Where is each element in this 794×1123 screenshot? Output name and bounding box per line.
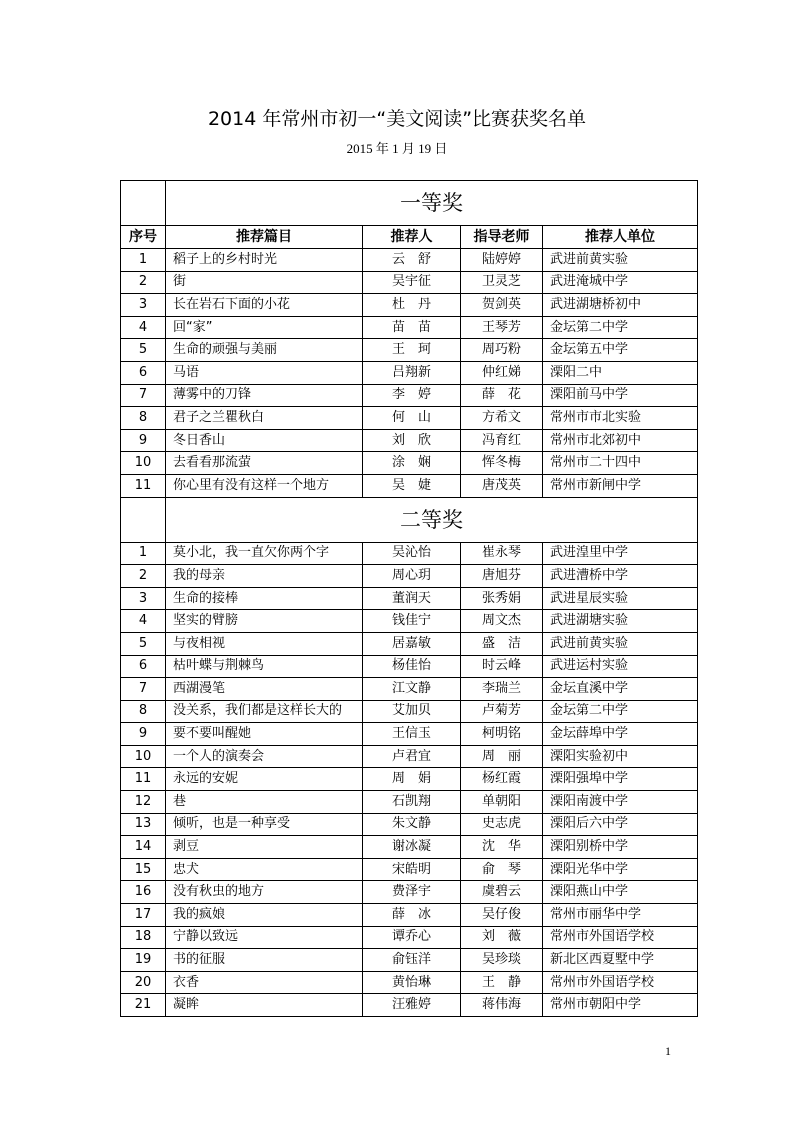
table-row: [121, 294, 698, 317]
row-number: 3: [121, 294, 166, 317]
prize-section-row: [121, 497, 698, 542]
row-number: 1: [121, 542, 166, 565]
instructor: 时云峰: [461, 655, 543, 678]
article-title: 我的母亲: [166, 565, 363, 588]
article-title: 巷: [166, 791, 363, 814]
row-number: 3: [121, 587, 166, 610]
table-row: [121, 542, 698, 565]
row-number: 2: [121, 271, 166, 294]
row-number: 2: [121, 565, 166, 588]
recommender: 谢冰凝: [363, 836, 461, 859]
article-title: 坚实的臂膀: [166, 610, 363, 633]
instructor: 蒋伟海: [461, 994, 543, 1017]
recommender: 李 婷: [363, 384, 461, 407]
table-row: [121, 971, 698, 994]
recommender: 吴 婕: [363, 474, 461, 497]
recommender: 卢君宜: [363, 745, 461, 768]
table-row: [121, 723, 698, 746]
school: 武进湖塘实验: [543, 610, 698, 633]
school: 金坛直溪中学: [543, 678, 698, 701]
instructor: 周巧粉: [461, 339, 543, 362]
row-number: 7: [121, 678, 166, 701]
article-title: 忠犬: [166, 858, 363, 881]
article-title: 西湖漫笔: [166, 678, 363, 701]
row-number: 5: [121, 632, 166, 655]
instructor: 沈 华: [461, 836, 543, 859]
article-title: 稻子上的乡村时光: [166, 249, 363, 272]
recommender: 吴宇征: [363, 271, 461, 294]
article-title: 薄雾中的刀锋: [166, 384, 363, 407]
row-number: 10: [121, 452, 166, 475]
row-number: 9: [121, 429, 166, 452]
school: 常州市外国语学校: [543, 926, 698, 949]
column-header: 推荐人单位: [543, 226, 698, 249]
school: 武进前黄实验: [543, 249, 698, 272]
recommender: 吕翔新: [363, 361, 461, 384]
recommender: 杜 丹: [363, 294, 461, 317]
school: 溧阳南渡中学: [543, 791, 698, 814]
row-number: 7: [121, 384, 166, 407]
instructor: 单朝阳: [461, 791, 543, 814]
row-number: 4: [121, 610, 166, 633]
school: 金坛第五中学: [543, 339, 698, 362]
school: 武进湖塘桥初中: [543, 294, 698, 317]
article-title: 生命的顽强与美丽: [166, 339, 363, 362]
table-row: [121, 858, 698, 881]
table-row: [121, 361, 698, 384]
school: 溧阳强埠中学: [543, 768, 698, 791]
school: 溧阳别桥中学: [543, 836, 698, 859]
row-number: 14: [121, 836, 166, 859]
instructor: 唐茂英: [461, 474, 543, 497]
document-date: 2015 年 1 月 19 日: [346, 141, 448, 156]
table-header-row: [121, 226, 698, 249]
article-title: 倾听，也是一种享受: [166, 813, 363, 836]
recommender: 何 山: [363, 407, 461, 430]
article-title: 回“家”: [166, 316, 363, 339]
row-number: 11: [121, 474, 166, 497]
instructor: 吴仔俊: [461, 904, 543, 927]
recommender: 俞钰洋: [363, 949, 461, 972]
article-title: 书的征服: [166, 949, 363, 972]
recommender: 宋皓明: [363, 858, 461, 881]
recommender: 周 娟: [363, 768, 461, 791]
table-row: [121, 836, 698, 859]
recommender: 杨佳怡: [363, 655, 461, 678]
row-number: 10: [121, 745, 166, 768]
instructor: 刘 薇: [461, 926, 543, 949]
article-title: 君子之兰瞿秋白: [166, 407, 363, 430]
blank-cell: [121, 181, 166, 226]
school: 武进运村实验: [543, 655, 698, 678]
school: 武进湟里中学: [543, 542, 698, 565]
table-row: [121, 271, 698, 294]
table-row: [121, 249, 698, 272]
recommender: 苗 苗: [363, 316, 461, 339]
table-row: [121, 407, 698, 430]
instructor: 柯明铭: [461, 723, 543, 746]
award-table: [120, 180, 698, 1017]
row-number: 15: [121, 858, 166, 881]
recommender: 吴沁怡: [363, 542, 461, 565]
recommender: 谭乔心: [363, 926, 461, 949]
school: 溧阳前马中学: [543, 384, 698, 407]
school: 金坛薛埠中学: [543, 723, 698, 746]
school: 武进淹城中学: [543, 271, 698, 294]
instructor: 虞碧云: [461, 881, 543, 904]
school: 武进前黄实验: [543, 632, 698, 655]
prize-level-heading: 一等奖: [166, 181, 698, 226]
school: 溧阳后六中学: [543, 813, 698, 836]
row-number: 8: [121, 407, 166, 430]
instructor: 王 静: [461, 971, 543, 994]
school: 金坛第二中学: [543, 700, 698, 723]
instructor: 张秀娟: [461, 587, 543, 610]
school: 溧阳实验初中: [543, 745, 698, 768]
table-row: [121, 655, 698, 678]
article-title: 你心里有没有这样一个地方: [166, 474, 363, 497]
article-title: 去看看那流萤: [166, 452, 363, 475]
school: 溧阳光华中学: [543, 858, 698, 881]
instructor: 周 丽: [461, 745, 543, 768]
column-header: 序号: [121, 226, 166, 249]
article-title: 要不要叫醒她: [166, 723, 363, 746]
article-title: 宁静以致远: [166, 926, 363, 949]
school: 常州市新闸中学: [543, 474, 698, 497]
school: 武进漕桥中学: [543, 565, 698, 588]
instructor: 陆婷婷: [461, 249, 543, 272]
row-number: 19: [121, 949, 166, 972]
recommender: 王信玉: [363, 723, 461, 746]
recommender: 费泽宇: [363, 881, 461, 904]
article-title: 凝眸: [166, 994, 363, 1017]
recommender: 汪雅婷: [363, 994, 461, 1017]
instructor: 方希文: [461, 407, 543, 430]
recommender: 董润天: [363, 587, 461, 610]
row-number: 13: [121, 813, 166, 836]
table-row: [121, 791, 698, 814]
table-row: [121, 452, 698, 475]
table-row: [121, 610, 698, 633]
article-title: 长在岩石下面的小花: [166, 294, 363, 317]
instructor: 周文杰: [461, 610, 543, 633]
instructor: 史志虎: [461, 813, 543, 836]
school: 常州市二十四中: [543, 452, 698, 475]
instructor: 吴珍琰: [461, 949, 543, 972]
article-title: 莫小北，我一直欠你两个字: [166, 542, 363, 565]
table-row: [121, 678, 698, 701]
recommender: 江文静: [363, 678, 461, 701]
table-row: [121, 745, 698, 768]
column-header: 推荐人: [363, 226, 461, 249]
row-number: 21: [121, 994, 166, 1017]
article-title: 与夜相视: [166, 632, 363, 655]
recommender: 居嘉敏: [363, 632, 461, 655]
instructor: 王琴芳: [461, 316, 543, 339]
recommender: 艾加贝: [363, 700, 461, 723]
recommender: 涂 娴: [363, 452, 461, 475]
instructor: 卢菊芳: [461, 700, 543, 723]
table-row: [121, 429, 698, 452]
school: 溧阳二中: [543, 361, 698, 384]
row-number: 6: [121, 361, 166, 384]
prize-section-row: [121, 181, 698, 226]
table-row: [121, 768, 698, 791]
school: 新北区西夏墅中学: [543, 949, 698, 972]
article-title: 我的疯娘: [166, 904, 363, 927]
instructor: 盛 洁: [461, 632, 543, 655]
recommender: 钱佳宁: [363, 610, 461, 633]
recommender: 薛 冰: [363, 904, 461, 927]
table-row: [121, 926, 698, 949]
article-title: 生命的接棒: [166, 587, 363, 610]
table-row: [121, 474, 698, 497]
table-row: [121, 881, 698, 904]
instructor: 唐旭芬: [461, 565, 543, 588]
article-title: 一个人的演奏会: [166, 745, 363, 768]
table-row: [121, 632, 698, 655]
row-number: 18: [121, 926, 166, 949]
school: 常州市市北实验: [543, 407, 698, 430]
column-header: 推荐篇目: [166, 226, 363, 249]
instructor: 崔永琴: [461, 542, 543, 565]
table-row: [121, 904, 698, 927]
row-number: 1: [121, 249, 166, 272]
row-number: 6: [121, 655, 166, 678]
table-row: [121, 700, 698, 723]
instructor: 杨红霞: [461, 768, 543, 791]
table-row: [121, 384, 698, 407]
instructor: 恽冬梅: [461, 452, 543, 475]
row-number: 16: [121, 881, 166, 904]
row-number: 20: [121, 971, 166, 994]
row-number: 12: [121, 791, 166, 814]
school: 常州市丽华中学: [543, 904, 698, 927]
article-title: 永远的安妮: [166, 768, 363, 791]
school: 溧阳燕山中学: [543, 881, 698, 904]
row-number: 11: [121, 768, 166, 791]
row-number: 4: [121, 316, 166, 339]
recommender: 石凯翔: [363, 791, 461, 814]
instructor: 俞 琴: [461, 858, 543, 881]
row-number: 9: [121, 723, 166, 746]
row-number: 8: [121, 700, 166, 723]
page-number: 1: [665, 1044, 671, 1058]
article-title: 没有秋虫的地方: [166, 881, 363, 904]
row-number: 5: [121, 339, 166, 362]
instructor: 薛 花: [461, 384, 543, 407]
article-title: 马语: [166, 361, 363, 384]
article-title: 衣香: [166, 971, 363, 994]
instructor: 仲红娣: [461, 361, 543, 384]
row-number: 17: [121, 904, 166, 927]
table-row: [121, 565, 698, 588]
school: 常州市朝阳中学: [543, 994, 698, 1017]
article-title: 剥豆: [166, 836, 363, 859]
recommender: 周心玥: [363, 565, 461, 588]
table-row: [121, 994, 698, 1017]
table-row: [121, 316, 698, 339]
article-title: 冬日香山: [166, 429, 363, 452]
recommender: 朱文静: [363, 813, 461, 836]
table-row: [121, 587, 698, 610]
column-header: 指导老师: [461, 226, 543, 249]
recommender: 云 舒: [363, 249, 461, 272]
recommender: 王 珂: [363, 339, 461, 362]
school: 常州市北郊初中: [543, 429, 698, 452]
table-row: [121, 949, 698, 972]
recommender: 刘 欣: [363, 429, 461, 452]
prize-level-heading: 二等奖: [166, 497, 698, 542]
table-row: [121, 339, 698, 362]
school: 常州市外国语学校: [543, 971, 698, 994]
table-row: [121, 813, 698, 836]
instructor: 冯育红: [461, 429, 543, 452]
article-title: 街: [166, 271, 363, 294]
recommender: 黄怡琳: [363, 971, 461, 994]
instructor: 贺剑英: [461, 294, 543, 317]
blank-cell: [121, 497, 166, 542]
school: 武进星辰实验: [543, 587, 698, 610]
document-title: 2014 年常州市初一“美文阅读”比赛获奖名单: [207, 108, 587, 130]
article-title: 没关系，我们都是这样长大的: [166, 700, 363, 723]
instructor: 李瑞兰: [461, 678, 543, 701]
article-title: 枯叶蝶与荆棘鸟: [166, 655, 363, 678]
school: 金坛第二中学: [543, 316, 698, 339]
instructor: 卫灵芝: [461, 271, 543, 294]
